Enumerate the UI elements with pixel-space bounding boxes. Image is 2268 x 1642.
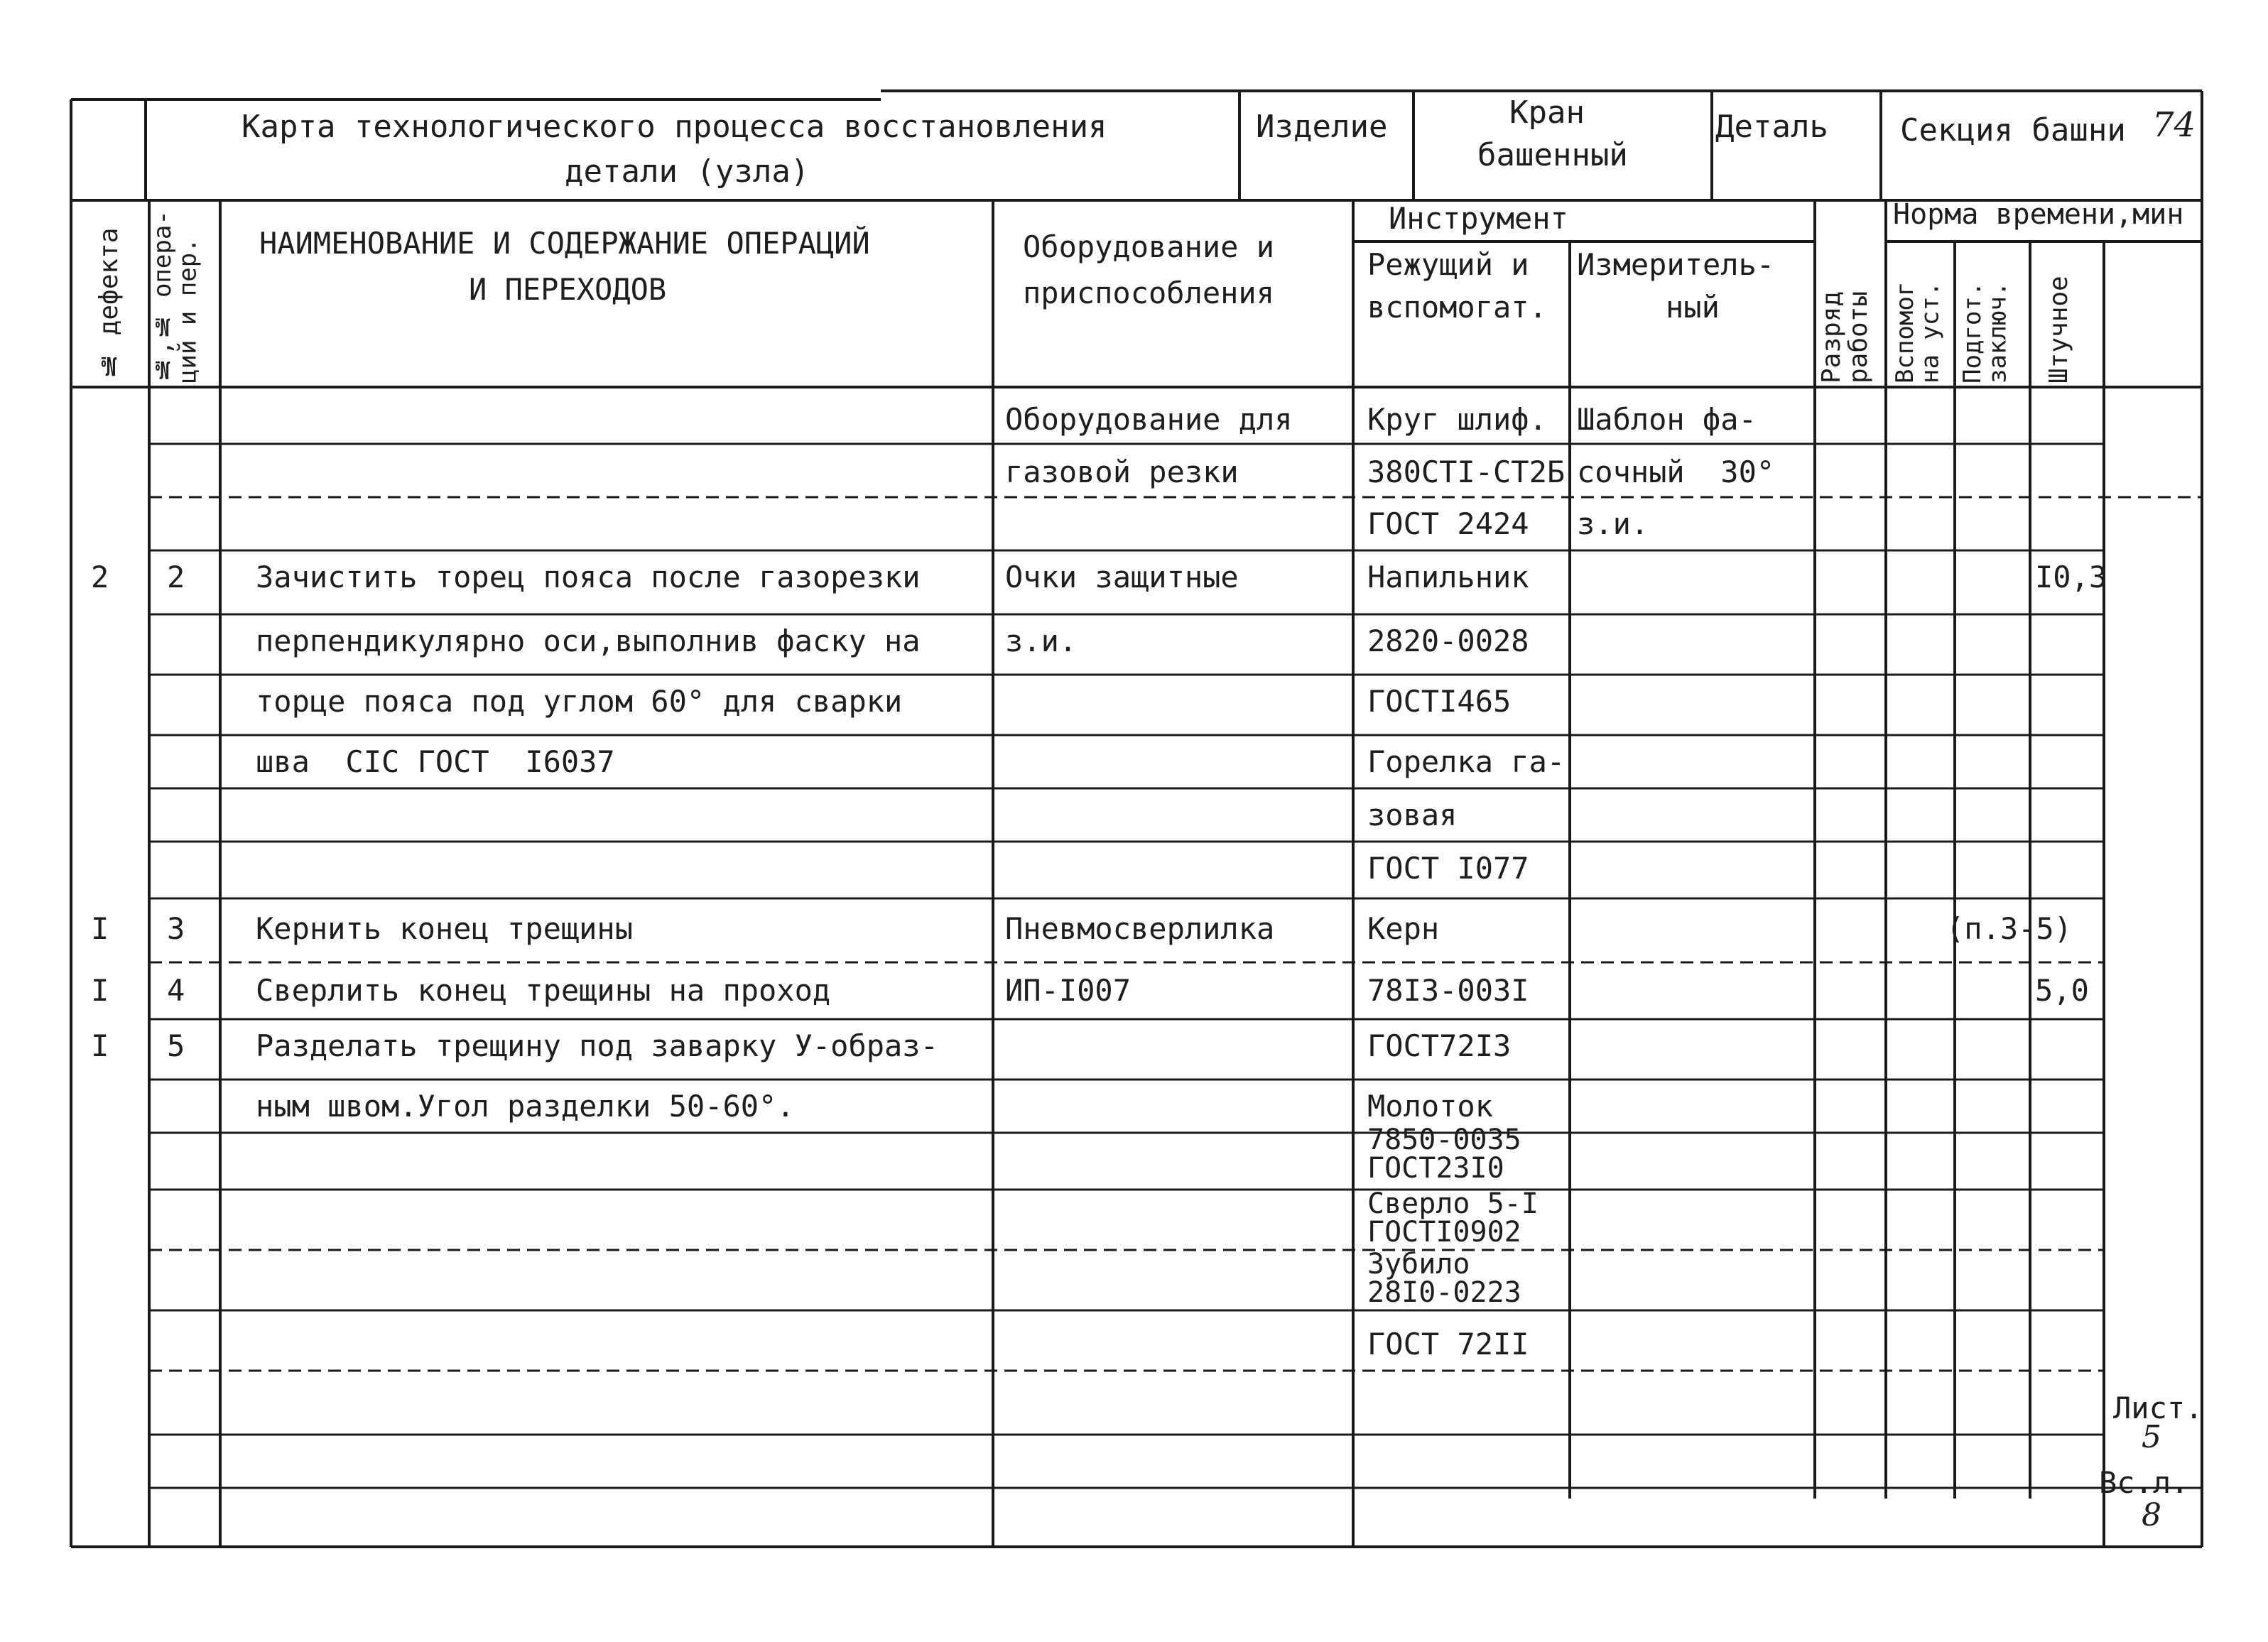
col-op-no: №,№ опера- ций и пер. <box>148 210 202 384</box>
row-equipment: Пневмосверлилка <box>1005 911 1275 946</box>
product-label: Изделие <box>1256 109 1388 145</box>
row-op-number: 5 <box>167 1028 185 1063</box>
row-operation-text: Сверлить конец трещины на проход <box>256 973 831 1008</box>
row-measuring-tool: Шаблон фа- <box>1577 402 1757 437</box>
card-title-line1: Карта технологического процесса восстановления <box>242 109 1107 145</box>
row-cutting-tool: зовая <box>1367 798 1458 832</box>
row-defect: 2 <box>91 560 109 594</box>
row-cutting-tool: Напильник <box>1367 560 1529 594</box>
row-operation-text: шва СIС ГОСТ I6037 <box>256 744 615 779</box>
row-cutting-tool: ГОСТ 72II <box>1367 1327 1529 1361</box>
row-operation-text: Зачистить торец пояса после газорезки <box>256 560 921 594</box>
col-cutting-line1: Режущий и <box>1367 247 1529 282</box>
col-measuring-line2: ный <box>1666 290 1720 325</box>
col-name-line1: НАИМЕНОВАНИЕ И СОДЕРЖАНИЕ ОПЕРАЦИЙ <box>259 226 870 261</box>
row-equipment: Оборудование для <box>1005 402 1293 437</box>
col-cutting-line2: вспомогат. <box>1367 290 1547 325</box>
row-cutting-tool: ГОСТ72I3 <box>1367 1028 1512 1063</box>
col-measuring-line1: Измеритель- <box>1577 247 1775 282</box>
sheet-label: Лист. <box>2113 1391 2203 1425</box>
part-number: 74 <box>2152 105 2196 145</box>
col-equipment-line2: приспособления <box>1023 276 1275 310</box>
row-equipment: Очки защитные <box>1005 560 1239 594</box>
row-cutting-tool: Зубило 28I0-0223 <box>1367 1248 1521 1309</box>
row-defect: I <box>91 911 109 946</box>
row-defect: I <box>91 973 109 1008</box>
col-time-norm: Норма времени,мин <box>1893 198 2184 231</box>
col-grade: Разряд работы <box>1817 290 1873 384</box>
row-operation-text: торце пояса под углом 60° для сварки <box>256 684 903 719</box>
row-aux-time: (п.3-5) <box>1946 911 2073 946</box>
part-label: Деталь <box>1715 109 1828 145</box>
row-operation-text: перпендикулярно оси,выполнив фаску на <box>256 624 921 658</box>
product-value-line1: Кран <box>1509 94 1585 131</box>
row-operation-text: ным швом.Угол разделки 50-60°. <box>256 1089 795 1124</box>
row-cutting-tool: 2820-0028 <box>1367 624 1529 658</box>
col-prep: Подгот. заключ. <box>1958 281 2012 384</box>
row-operation-text: Разделать трещину под заварку У-образ- <box>256 1028 938 1063</box>
product-value-line2: башенный <box>1477 137 1628 173</box>
total-value: 8 <box>2142 1497 2161 1533</box>
row-cutting-tool: Горелка га- <box>1367 744 1566 779</box>
row-cutting-tool: ГОСТ 2424 <box>1367 506 1529 541</box>
part-value: Секция башни <box>1900 112 2126 148</box>
row-defect: I <box>91 1028 109 1063</box>
row-cutting-tool: Молоток <box>1367 1089 1494 1124</box>
row-piece-time: I0,3 <box>2035 560 2107 594</box>
row-cutting-tool: 78I3-003I <box>1367 973 1529 1008</box>
row-measuring-tool: сочный 30° <box>1577 455 1775 489</box>
row-cutting-tool: ГОСТ I077 <box>1367 851 1529 886</box>
col-name-line2: И ПЕРЕХОДОВ <box>469 272 667 307</box>
row-measuring-tool: з.и. <box>1577 506 1649 541</box>
row-cutting-tool: Круг шлиф. <box>1367 402 1547 437</box>
row-operation-text: Кернить конец трещины <box>256 911 634 946</box>
col-aux: Вспомог на уст. <box>1891 281 1945 384</box>
col-tool-group: Инструмент <box>1389 201 1568 236</box>
sheet-value: 5 <box>2142 1419 2161 1455</box>
row-equipment: з.и. <box>1005 624 1078 658</box>
row-cutting-tool: ГОСТI465 <box>1367 684 1512 719</box>
row-equipment: ИП-I007 <box>1005 973 1132 1008</box>
row-piece-time: 5,0 <box>2035 973 2089 1008</box>
col-equipment-line1: Оборудование и <box>1023 229 1275 264</box>
row-cutting-tool: 380СТI-СТ2Б <box>1367 455 1566 489</box>
total-label: Вс.л. <box>2099 1465 2189 1500</box>
row-cutting-tool: 7850-0035 ГОСТ23I0 <box>1367 1124 1521 1185</box>
row-cutting-tool: Сверло 5-I ГОСТI0902 <box>1367 1187 1539 1249</box>
row-op-number: 3 <box>167 911 185 946</box>
row-op-number: 2 <box>167 560 185 594</box>
row-op-number: 4 <box>167 973 185 1008</box>
col-piece: Штучное <box>2044 276 2073 384</box>
col-defect-no: № дефекта <box>94 227 124 380</box>
row-equipment: газовой резки <box>1005 455 1239 489</box>
card-title-line2: детали (узла) <box>565 153 810 190</box>
row-cutting-tool: Керн <box>1367 911 1440 946</box>
